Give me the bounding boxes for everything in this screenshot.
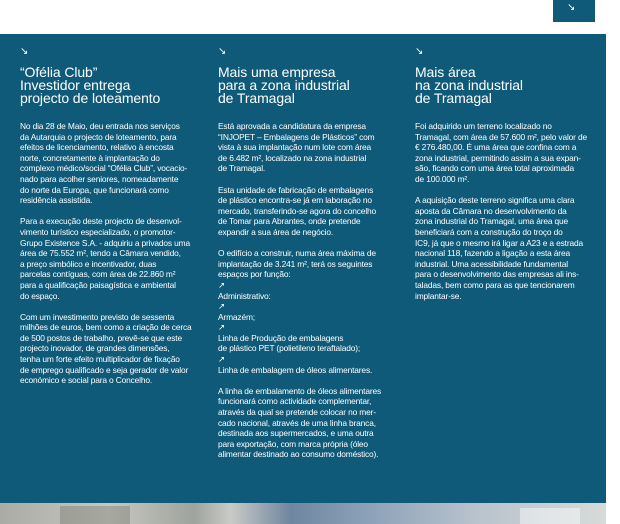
arrow-icon: ↘ [415,46,424,57]
article-title: Mais área na zona industrial de Tramagal [415,64,523,106]
corner-arrow-icon: ↘ [567,2,576,13]
arrow-up-right-icon: ↗ [218,279,225,290]
article-paragraph: A linha de embalamento de óleos alimentares funcionará como actividade complementar, através da qual se pretende colocar no mer- cado nacional, através de uma linha branca, destinada aos supermercados, e uma outra para exportação, com marca própria (óleo alimentar destinado ao consumo doméstico). [218,385,382,460]
list-item: ↗ Armazém; [218,301,255,322]
list-item: ↗ Linha de embalagem de óleos alimentares. [218,354,373,375]
article-paragraph: Para a execução deste projecto de desenvol- vimento turístico especializado, o promotor- Grupo Existence S.A. - adquiriu a privados uma área de 75.552 m², tendo a Câmara vendido, a preço simbólico e incentivador, duas parcelas contíguas, com área de 22.860 m² para a qualificação paisagística e ambiental do espaço. [20,216,190,301]
article-injopet [218,46,396,471]
article-paragraph: Está aprovada a candidatura da empresa “INJOPET – Embalagens de Plásticos” com vista à sua implantação num lote com área de 6.482 m², localizado na zona industrial de Tramagal. [218,121,375,174]
page-margin [606,0,620,524]
article-ofelia-club [20,46,196,396]
article-tramagal-land [415,46,593,312]
article-paragraph: A aquisição deste terreno significa uma clara aposta da Câmara no desenvolvimento da zona industrial do Tramagal, uma área que beneficiará com a construção do troço do IC9, já que o mesmo irá ligar a A23 e a estrada nacional 118, fazendo a ligação a esta área industrial. Uma acessibilidade fundamental para o desenvolvimento das empresas ali ins- taladas, bem como para as que tencionarem implantar-se. [415,195,583,301]
article-paragraph: No dia 28 de Maio, deu entrada nos serviços da Autarquia o projecto de loteamento, para efeitos de licenciamento, relativo à encosta norte, concretamente à implantação do complexo médico/social “Ofélia Club”, vocacio- nado para acolher seniores, nomeadamente do norte da Europa, que funcionará como residência assistida. [20,121,188,206]
article-paragraph: O edifício a construir, numa área máxima de implantação de 3.241 m², terá os seguintes espaços por função: ↗ Administrativo: ↗ Armazém; ↗ Linha de Produção de embalagens de plástico PET (polietileno teraftalado); ↗ Linha de embalagem de óleos alimentares. [218,248,396,375]
photo-detail [520,508,580,524]
list-item-continuation: de plástico PET (polietileno teraftalado); [218,343,361,354]
arrow-icon: ↘ [218,46,227,57]
list-item: ↗ Linha de Produção de embalagens [218,322,344,343]
top-strip [0,0,620,34]
article-title: “Ofélia Club” Investidor entrega projecto de loteamento [20,64,161,106]
article-title: Mais uma empresa para a zona industrial de Tramagal [218,64,350,106]
arrow-icon: ↘ [20,46,29,57]
article-paragraph: Com um investimento previsto de sessenta milhões de euros, bem como a criação de cerca de 500 postos de trabalho, prevê-se que este projecto inovador, de grandes dimensões, tenha um forte efeito multiplicador de fixação de emprego qualificado e seja gerador de valor económico e social para o Concelho. [20,311,192,386]
article-paragraph: Esta unidade de fabricação de embalagens de plástico encontra-se já em laboração no mercado, transferindo-se agora do concelho de Tomar para Abrantes, onde pretende expandir a sua área de negócio. [218,184,377,237]
article-paragraph: Foi adquirido um terreno localizado no Tramagal, com área de 57.600 m², pelo valor de € 276.480,00. É uma área que confina com a zona industrial, permitindo assim a sua expan- são, ficando com uma área total aproximada de 100.000 m². [415,121,588,184]
arrow-up-right-icon: ↗ [218,354,225,365]
list-item: ↗ Administrativo: [218,279,271,301]
arrow-up-right-icon: ↗ [218,322,225,333]
arrow-up-right-icon: ↗ [218,301,225,312]
photo-detail [60,506,130,524]
